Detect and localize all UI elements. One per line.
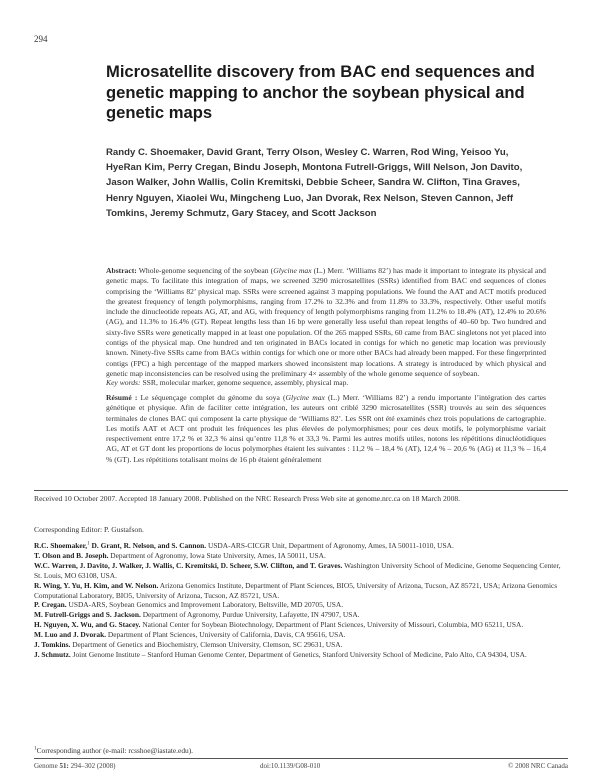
author-list: Randy C. Shoemaker, David Grant, Terry Olson, Wesley C. Warren, Rod Wing, Yeisoo Yu, HyeRan Kim, Perry Cregan, Bindu Joseph, Montona Futrell-Griggs, Will Nelson, Jon Davito, Jason Walker, John Wallis, Colin Kremitski, Debbie Scheer, Sandra W. Clifton, Tina Graves, Henry Nguyen, Xiaolei Wu, Mingcheng Luo, Jan Dvorak, Rex Nelson, Steven Cannon, Jeff Tomkins, Jeremy Schmutz, Gary Stacey, and Scott Jackson bbox=[106, 147, 523, 219]
affiliation-text: Department of Plant Sciences, University of California, Davis, CA 95616, USA. bbox=[106, 630, 346, 640]
affiliation-names: H. Nguyen, X. Wu, and G. Stacey. bbox=[34, 620, 141, 630]
footer-journal: Genome bbox=[34, 762, 58, 770]
affiliation-item bbox=[34, 581, 564, 601]
corresponding-text: Corresponding author (e-mail: rcsshoe@iastate.edu). bbox=[36, 746, 194, 755]
affiliation-names: R.C. Shoemaker, bbox=[34, 541, 88, 550]
affiliations bbox=[34, 541, 564, 660]
footer-copyright: © 2008 NRC Canada bbox=[508, 762, 568, 770]
resume-text-rest: (L.) Merr. ‘Williams 82’) a rendu importante l’intégration des cartes génétique et physique. Afin de faciliter cette intégration, les auteurs ont criblé 3290 microsatellites (SSR) trouvés au sein des séquences terminales de clones BAC qui composent la carte physique de ‘Williams 82’. Les SSR ont été examinés chez trois populations de cartographie. Les motifs AAT et ACT ont produit les fréquences les plus élevées de polymorphismes; pour ces deux motifs, le polymorphisme variait respectivement entre 17,2 % et 32,3 % ainsi qu’entre 11,8 % et 33,3 %. Parmi les autres motifs utiles, notons les répétitions dinucléotidiques AG, AT et GT dont les proportions de locus polymorphes étaient les suivantes : 11,2 % – 18,4 % (AT), 12,4 % – 20,6 % (AG) et 11,3 % – 16,4 % (GT). Les répétitions totalisant moins de 16 pb étaient généralement bbox=[106, 393, 546, 464]
affiliation-text: Department of Genetics and Biochemistry, Clemson University, Clemson, SC 29631, USA. bbox=[70, 640, 343, 650]
footer-doi: doi:10.1139/G08-010 bbox=[260, 762, 321, 770]
footer-volume: 51: bbox=[59, 762, 69, 770]
resume-label: Résumé : bbox=[106, 393, 138, 402]
affiliation-names: P. Cregan. bbox=[34, 600, 67, 610]
affiliation-item bbox=[34, 600, 564, 610]
affiliation-item bbox=[34, 650, 564, 660]
corresponding-sup: 1 bbox=[34, 745, 37, 752]
resume-text-start: Le séquençage complet du génome du soya ( bbox=[140, 393, 286, 402]
affiliation-item bbox=[34, 630, 564, 640]
affiliation-names: M. Futrell-Griggs and S. Jackson. bbox=[34, 610, 141, 620]
affiliation-names: T. Olson and B. Joseph. bbox=[34, 550, 109, 560]
article-title: Microsatellite discovery from BAC end sequences and genetic mapping to anchor the soybean physical and genetic maps bbox=[106, 62, 535, 122]
abstract-label: Abstract: bbox=[106, 266, 137, 275]
affiliation-item bbox=[34, 551, 564, 561]
corresponding-author bbox=[34, 746, 193, 755]
affiliation-text: USDA-ARS-CICGR Unit, Department of Agronomy, Ames, IA 50011-1010, USA. bbox=[206, 541, 454, 550]
affiliation-text: Department of Agronomy, Purdue University, Lafayette, IN 47907, USA. bbox=[140, 610, 360, 620]
abstract bbox=[106, 266, 546, 379]
affiliation-text: Arizona Genomics Institute, Department of Plant Sciences, BIO5, University of Arizona, Tucson, AZ 85721, USA; Arizona Genomics Computational Laboratory, BIO5, University of Arizona, Tucson, AZ 85721, USA. bbox=[34, 580, 558, 600]
affiliation-text: Washington University School of Medicine, Genome Sequencing Center, St. Louis, MO 63108, USA. bbox=[34, 560, 561, 580]
affiliation-names: W.C. Warren, J. Davito, J. Walker, J. Wallis, C. Kremitski, D. Scheer, S.W. Clifton, and T. Graves. bbox=[34, 560, 343, 570]
affiliation-item bbox=[34, 620, 564, 630]
affiliation-names: J. Tomkins. bbox=[34, 640, 71, 650]
affiliation-text: National Center for Soybean Biotechnology, Department of Plant Sciences, University of Missouri, Columbia, MO 65211, USA. bbox=[140, 620, 524, 630]
affiliation-text: USDA-ARS, Soybean Genomics and Improvement Laboratory, Beltsville, MD 20705, USA. bbox=[66, 600, 344, 610]
affiliation-item bbox=[34, 640, 564, 650]
keywords-text: SSR, molecular marker, genome sequence, assembly, physical map. bbox=[142, 378, 349, 387]
footer-pages: 294–302 (2008) bbox=[68, 762, 116, 770]
affiliation-names: J. Schmutz. bbox=[34, 649, 71, 659]
affiliation-item bbox=[34, 561, 564, 581]
received-dates: Received 10 October 2007. Accepted 18 January 2008. Published on the NRC Research Press Web site at genome.nrc.ca on 18 March 2008. bbox=[34, 494, 461, 503]
divider-rule bbox=[34, 490, 568, 491]
page-number: 294 bbox=[34, 34, 48, 44]
abstract-text-rest: (L.) Merr. ‘Williams 82’) has made it important to integrate its physical and genetic maps. To facilitate this integration of maps, we screened 3290 microsatellites (SSRs) identified from BAC end sequences of clones comprising the ‘Williams 82’ physical map. SSRs were screened against 3 mapping populations. We found the AAT and ACT motifs produced the greatest frequency of length polymorphisms, ranging from 17.2% to 32.3% and from 11.8% to 33.3%, respectively. Other useful motifs include the dinucleotide repeats AG, AT, and AG, with frequency of length polymorphisms ranging from 11.2% to 18.4% (AT), 12.4% to 20.6% (AG), and 11.3% to 16.4% (GT). Repeat lengths less than 16 bp were generally less useful than repeat lengths of 40–60 bp. Two hundred and sixty-five SSRs were genetically mapped in at least one population. Of the 265 mapped SSRs, 60 came from BAC singletons not yet placed into contigs of the physical map. One hundred and ten originated in BACs located in contigs for which no genetic map location was previously known. Ninety-five SSRs came from BACs within contigs for which one or more other BACs had already been mapped. For these fingerprinted contigs (FPC) a high percentage of the mapped markers showed inconsistent map locations. A strategy is introduced by which physical and genetic map inconsistencies can be resolved using the preliminary 4× assembly of the whole genome sequence of soybean. bbox=[106, 266, 546, 378]
affiliation-item bbox=[34, 610, 564, 620]
affiliation-text: Department of Agronomy, Iowa State University, Ames, IA 50011, USA. bbox=[108, 550, 326, 560]
affiliation-names: R. Wing, Y. Yu, H. Kim, and W. Nelson. bbox=[34, 580, 159, 590]
affiliation-text: Joint Genome Institute – Stanford Human Genome Center, Department of Genetics, Stanford University School of Medicine, Palo Alto, CA 94304, USA. bbox=[70, 649, 527, 659]
keywords-label: Key words: bbox=[106, 378, 141, 387]
affiliation-item bbox=[34, 541, 564, 551]
affiliation-sup: 1 bbox=[87, 540, 90, 547]
abstract-text-start: Whole-genome sequencing of the soybean ( bbox=[138, 266, 274, 275]
abstract-species: Glycine max bbox=[273, 266, 312, 275]
footer-rule bbox=[34, 758, 568, 759]
footer-citation bbox=[34, 762, 115, 770]
resume bbox=[106, 393, 546, 486]
affiliation-names: M. Luo and J. Dvorak. bbox=[34, 630, 107, 640]
resume-species: Glycine max bbox=[285, 393, 325, 402]
corresponding-editor: Corresponding Editor: P. Gustafson. bbox=[34, 525, 144, 534]
keywords bbox=[106, 378, 546, 388]
affiliation-names-after: D. Grant, R. Nelson, and S. Cannon. bbox=[89, 541, 207, 550]
